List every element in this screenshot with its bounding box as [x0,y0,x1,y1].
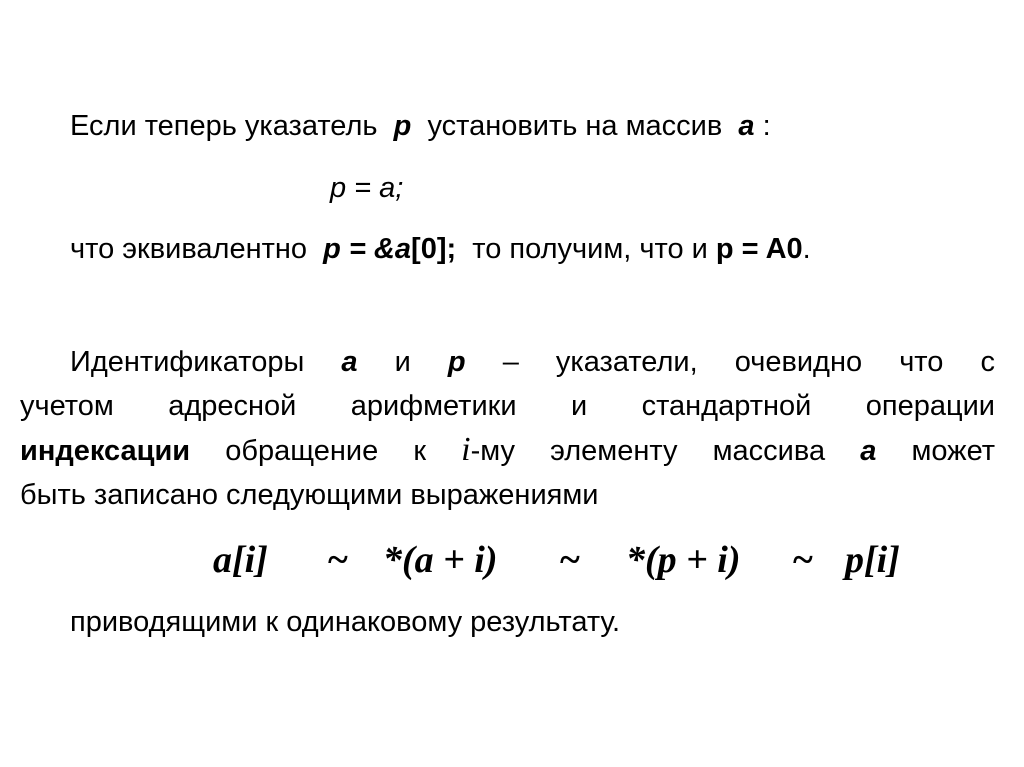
equivalence-formula [0,538,1024,586]
text-fragment: установить на массив [427,110,723,142]
formula-deref-a: *(a + i) [383,539,498,581]
text-fragment: что эквивалентно [70,233,308,265]
word: обращение к [225,435,427,467]
assignment-text: p = a; [330,172,404,204]
text-fragment: Если теперь указатель [70,110,378,142]
paragraph-row-4 [20,477,599,513]
word: может [911,435,996,467]
word: арифметики [350,390,517,422]
text-fragment: то получим, что и [472,233,708,265]
text-fragment: приводящими к одинаковому результату. [70,606,621,638]
paragraph-row-3 [20,432,995,469]
tilde-symbol: ~ [328,539,348,581]
word: учетом [20,390,114,422]
array-a: a [341,346,358,378]
formula-deref-p: *(p + i) [626,539,741,581]
expression-2: p = A0 [715,233,803,265]
code-assignment [330,170,403,206]
bold-term: индексации [20,435,191,467]
text-fragment: . [802,233,811,265]
word: адресной [168,390,297,422]
expression-1 [323,233,456,265]
formula-p-index: p[i] [845,539,900,581]
pointer-p: p [393,110,412,142]
text-fragment: быть записано следующими выражениями [20,479,599,511]
word: указатели, [555,346,698,378]
text-line-3 [70,231,811,267]
expr-part: [0]; [411,233,457,265]
word: стандартной [641,390,812,422]
word: и [394,346,411,378]
word: Идентификаторы [70,346,305,378]
word: очевидно [734,346,863,378]
pointer-p: p [447,346,466,378]
word: и [570,390,588,422]
tilde-symbol: ~ [560,539,580,581]
text-line-1 [70,108,771,144]
word: что [899,346,944,378]
text-fragment: : [762,110,771,142]
closing-line [70,604,620,640]
word: операции [865,390,995,422]
array-a: a [738,110,755,142]
word: с [980,346,995,378]
index-i: i [461,431,471,468]
word: -му элементу массива [470,435,826,467]
expr-part: p = & [323,233,395,265]
formula-a-index: a[i] [213,539,268,581]
paragraph-row-2 [20,388,995,424]
tilde-symbol: ~ [793,539,813,581]
expr-part: a [394,233,412,265]
word: – [502,346,519,378]
paragraph-row-1 [20,344,995,380]
array-a: a [860,435,877,467]
